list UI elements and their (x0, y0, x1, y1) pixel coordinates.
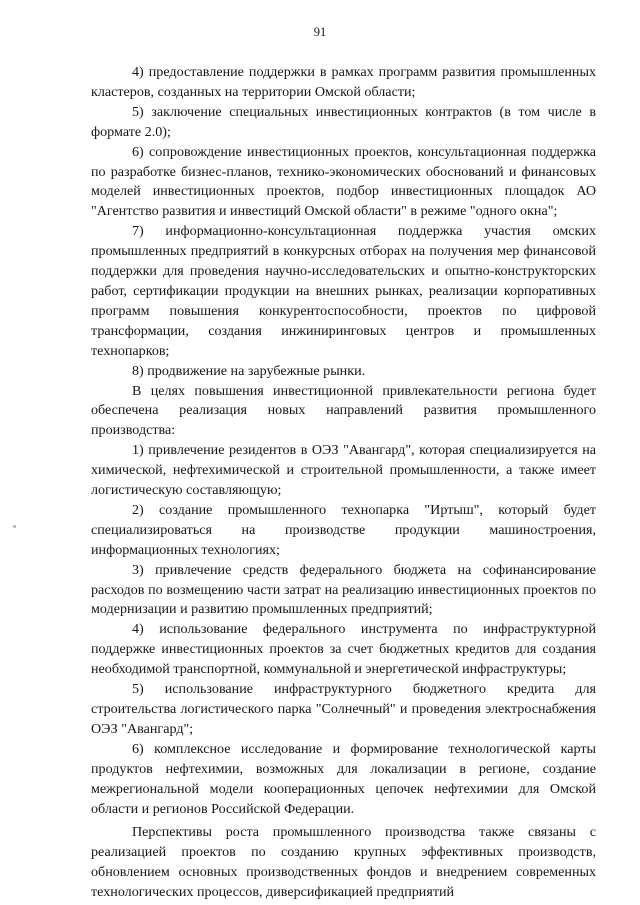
paragraph-growth-prospects: Перспективы роста промышленного производства также связаны с реализацией проектов по созданию крупных эффективных производств, обновлением основных производственных фондов и внедрением современных технологических процессов, диверсификацией предприятий (91, 824, 596, 901)
paragraph-avangard-residents: 1) привлечение резидентов в ОЭЗ "Авангард", которая специализируется на химической, нефтехимической и строительной промышленности, а также имеет логистическую составляющую; (91, 442, 596, 499)
page-number: 91 (313, 25, 327, 39)
paragraph-project-support: 6) сопровождение инвестиционных проектов, консультационная поддержка по разработке бизнес-планов, технико-экономических обоснований и финансовых моделей инвестиционных проектов, подбор инвестиционных площадок АО "Агентство развития и инвестиций Омской области" в режиме "одного окна"; (91, 143, 596, 220)
paragraph-infrastructure-credit: 5) использование инфраструктурного бюджетного кредита для строительства логистического парка "Солнечный" и проведения электроснабжения ОЭЗ "Авангард"; (91, 681, 596, 737)
paragraph-petrochemistry-research: 6) комплексное исследование и формирование технологической карты продуктов нефтехимии, возможных для локализации в регионе, создание межрегиональной модели кооперационных цепочек нефтехимии для Омской области и регионов Российской Федерации. (91, 740, 596, 817)
paragraph-irtysh-technopark: 2) создание промышленного технопарка "Иртыш", который будет специализироваться на производстве продукции машиностроения, информационных технологиях; (91, 501, 596, 558)
paragraph-support-clusters: 4) предоставление поддержки в рамках программ развития промышленных кластеров, созданных на территории Омской области; (91, 64, 596, 100)
paragraph-foreign-markets: 8) продвижение на зарубежные рынки. (132, 362, 366, 379)
paragraph-info-support: 7) информационно-консультационная поддержка участия омских промышленных предприятий в конкурсных отборах на получения мер финансовой поддержки для проведения научно-исследовательских и опытно-конструкторских работ, сертификации продукции на внешних рынках, реализации корпоративных программ повышения конкурентоспособности, проектов по цифровой трансформации, создания инжиниринговых центров и промышленных технопарков; (91, 223, 596, 359)
paragraph-new-directions-intro: В целях повышения инвестиционной привлекательности региона будет обеспечена реализация новых направлений развития промышленного производства: (91, 382, 596, 439)
paragraph-federal-budget: 3) привлечение средств федерального бюджета на софинансирование расходов по возмещению части затрат на реализацию инвестиционных проектов по модернизации и развитию промышленных предприятий; (91, 561, 596, 618)
paragraph-special-contracts: 5) заключение специальных инвестиционных контрактов (в том числе в формате 2.0); (91, 103, 596, 140)
document-body (91, 63, 596, 903)
margin-mark (13, 525, 16, 528)
paragraph-infrastructure-instrument: 4) использование федерального инструмента по инфраструктурной поддержке инвестиционных проектов за счет бюджетных кредитов для создания необходимой транспортной, коммунальной и энергетической инфраструктуры; (91, 621, 596, 678)
